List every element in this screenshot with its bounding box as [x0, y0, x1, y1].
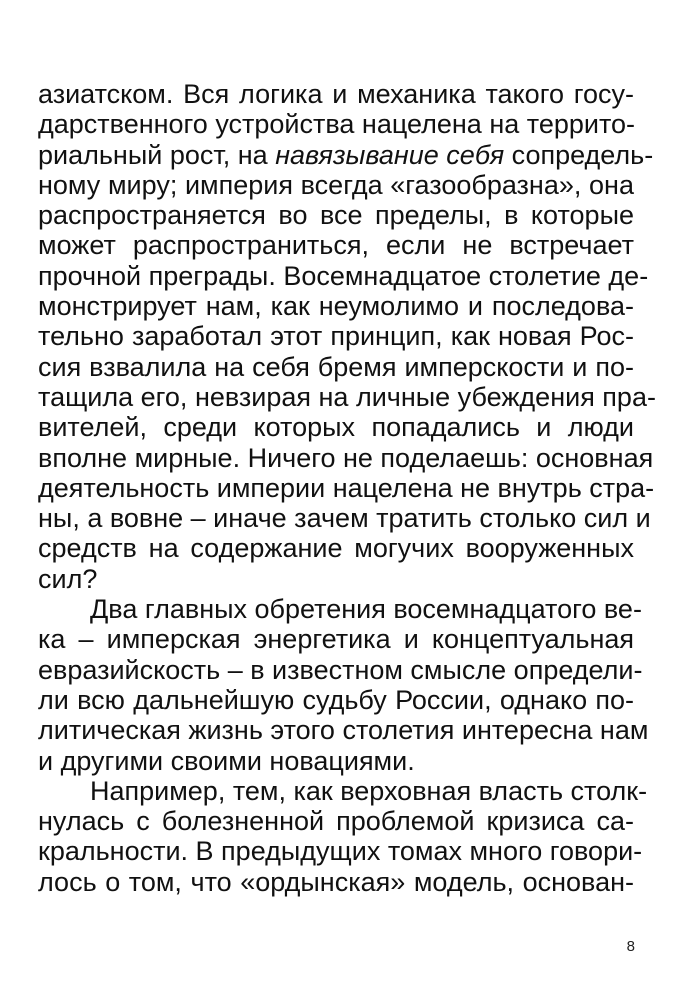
text-line: сия взвалила на себя бремя имперскости и по- [38, 351, 634, 382]
paragraph-1 [38, 79, 656, 594]
text-line-with-italic [38, 139, 654, 170]
paragraph-2 [38, 594, 649, 776]
text-line: вителей, среди которых попадались и люди [38, 412, 634, 443]
text-line: нулась с болезненной проблемой кризиса са- [38, 806, 634, 837]
text-line: средств на содержание могучих вооруженных [38, 533, 634, 564]
text-line: евразийскость – в известном смысле определи- [38, 654, 643, 685]
italic-emphasis: навязывание себя [275, 139, 505, 170]
text-line: монстрирует нам, как неумолимо и последова- [38, 291, 634, 322]
page-number: 8 [626, 938, 635, 955]
text-line: литическая жизнь этого столетия интересна нам [38, 715, 649, 746]
text-line: сил? [38, 563, 98, 594]
page-body [38, 79, 656, 897]
text-line: и другими своими новациями. [38, 745, 415, 776]
text-line: вполне мирные. Ничего не поделаешь: основная [38, 442, 654, 473]
text-line: ли всю дальнейшую судьбу России, однако по- [38, 684, 634, 715]
text-fragment: риальный рост, на [38, 139, 276, 170]
text-line: распространяется во все пределы, в которые [38, 200, 634, 231]
text-line: ка – имперская энергетика и концептуальная [38, 624, 634, 655]
text-line: Два главных обретения восемнадцатого ве- [90, 594, 642, 625]
paragraph-3 [38, 775, 648, 897]
text-line: прочной преграды. Восемнадцатое столетие де- [38, 260, 649, 291]
text-line: тащила его, невзирая на личные убеждения пра- [38, 381, 656, 412]
text-line: тельно заработал этот принцип, как новая Рос- [38, 321, 634, 352]
text-line: азиатском. Вся логика и механика такого госу- [38, 79, 634, 109]
text-line: ному миру; империя всегда «газообразна», она [38, 169, 634, 200]
text-line: может распространиться, если не встречает [38, 230, 634, 261]
text-line: деятельность империи нацелена не внутрь стра- [38, 472, 655, 503]
text-line: кральности. В предыдущих томах много говори- [38, 836, 643, 867]
text-line: лось о том, что «ордынская» модель, основан- [38, 866, 634, 897]
text-line: ны, а вовне – иначе зачем тратить столько сил и [38, 503, 651, 534]
text-fragment: сопредель- [504, 139, 654, 170]
text-line: дарственного устройства нацелена на террито- [38, 109, 636, 140]
text-line: Например, тем, как верховная власть столк- [90, 775, 648, 806]
